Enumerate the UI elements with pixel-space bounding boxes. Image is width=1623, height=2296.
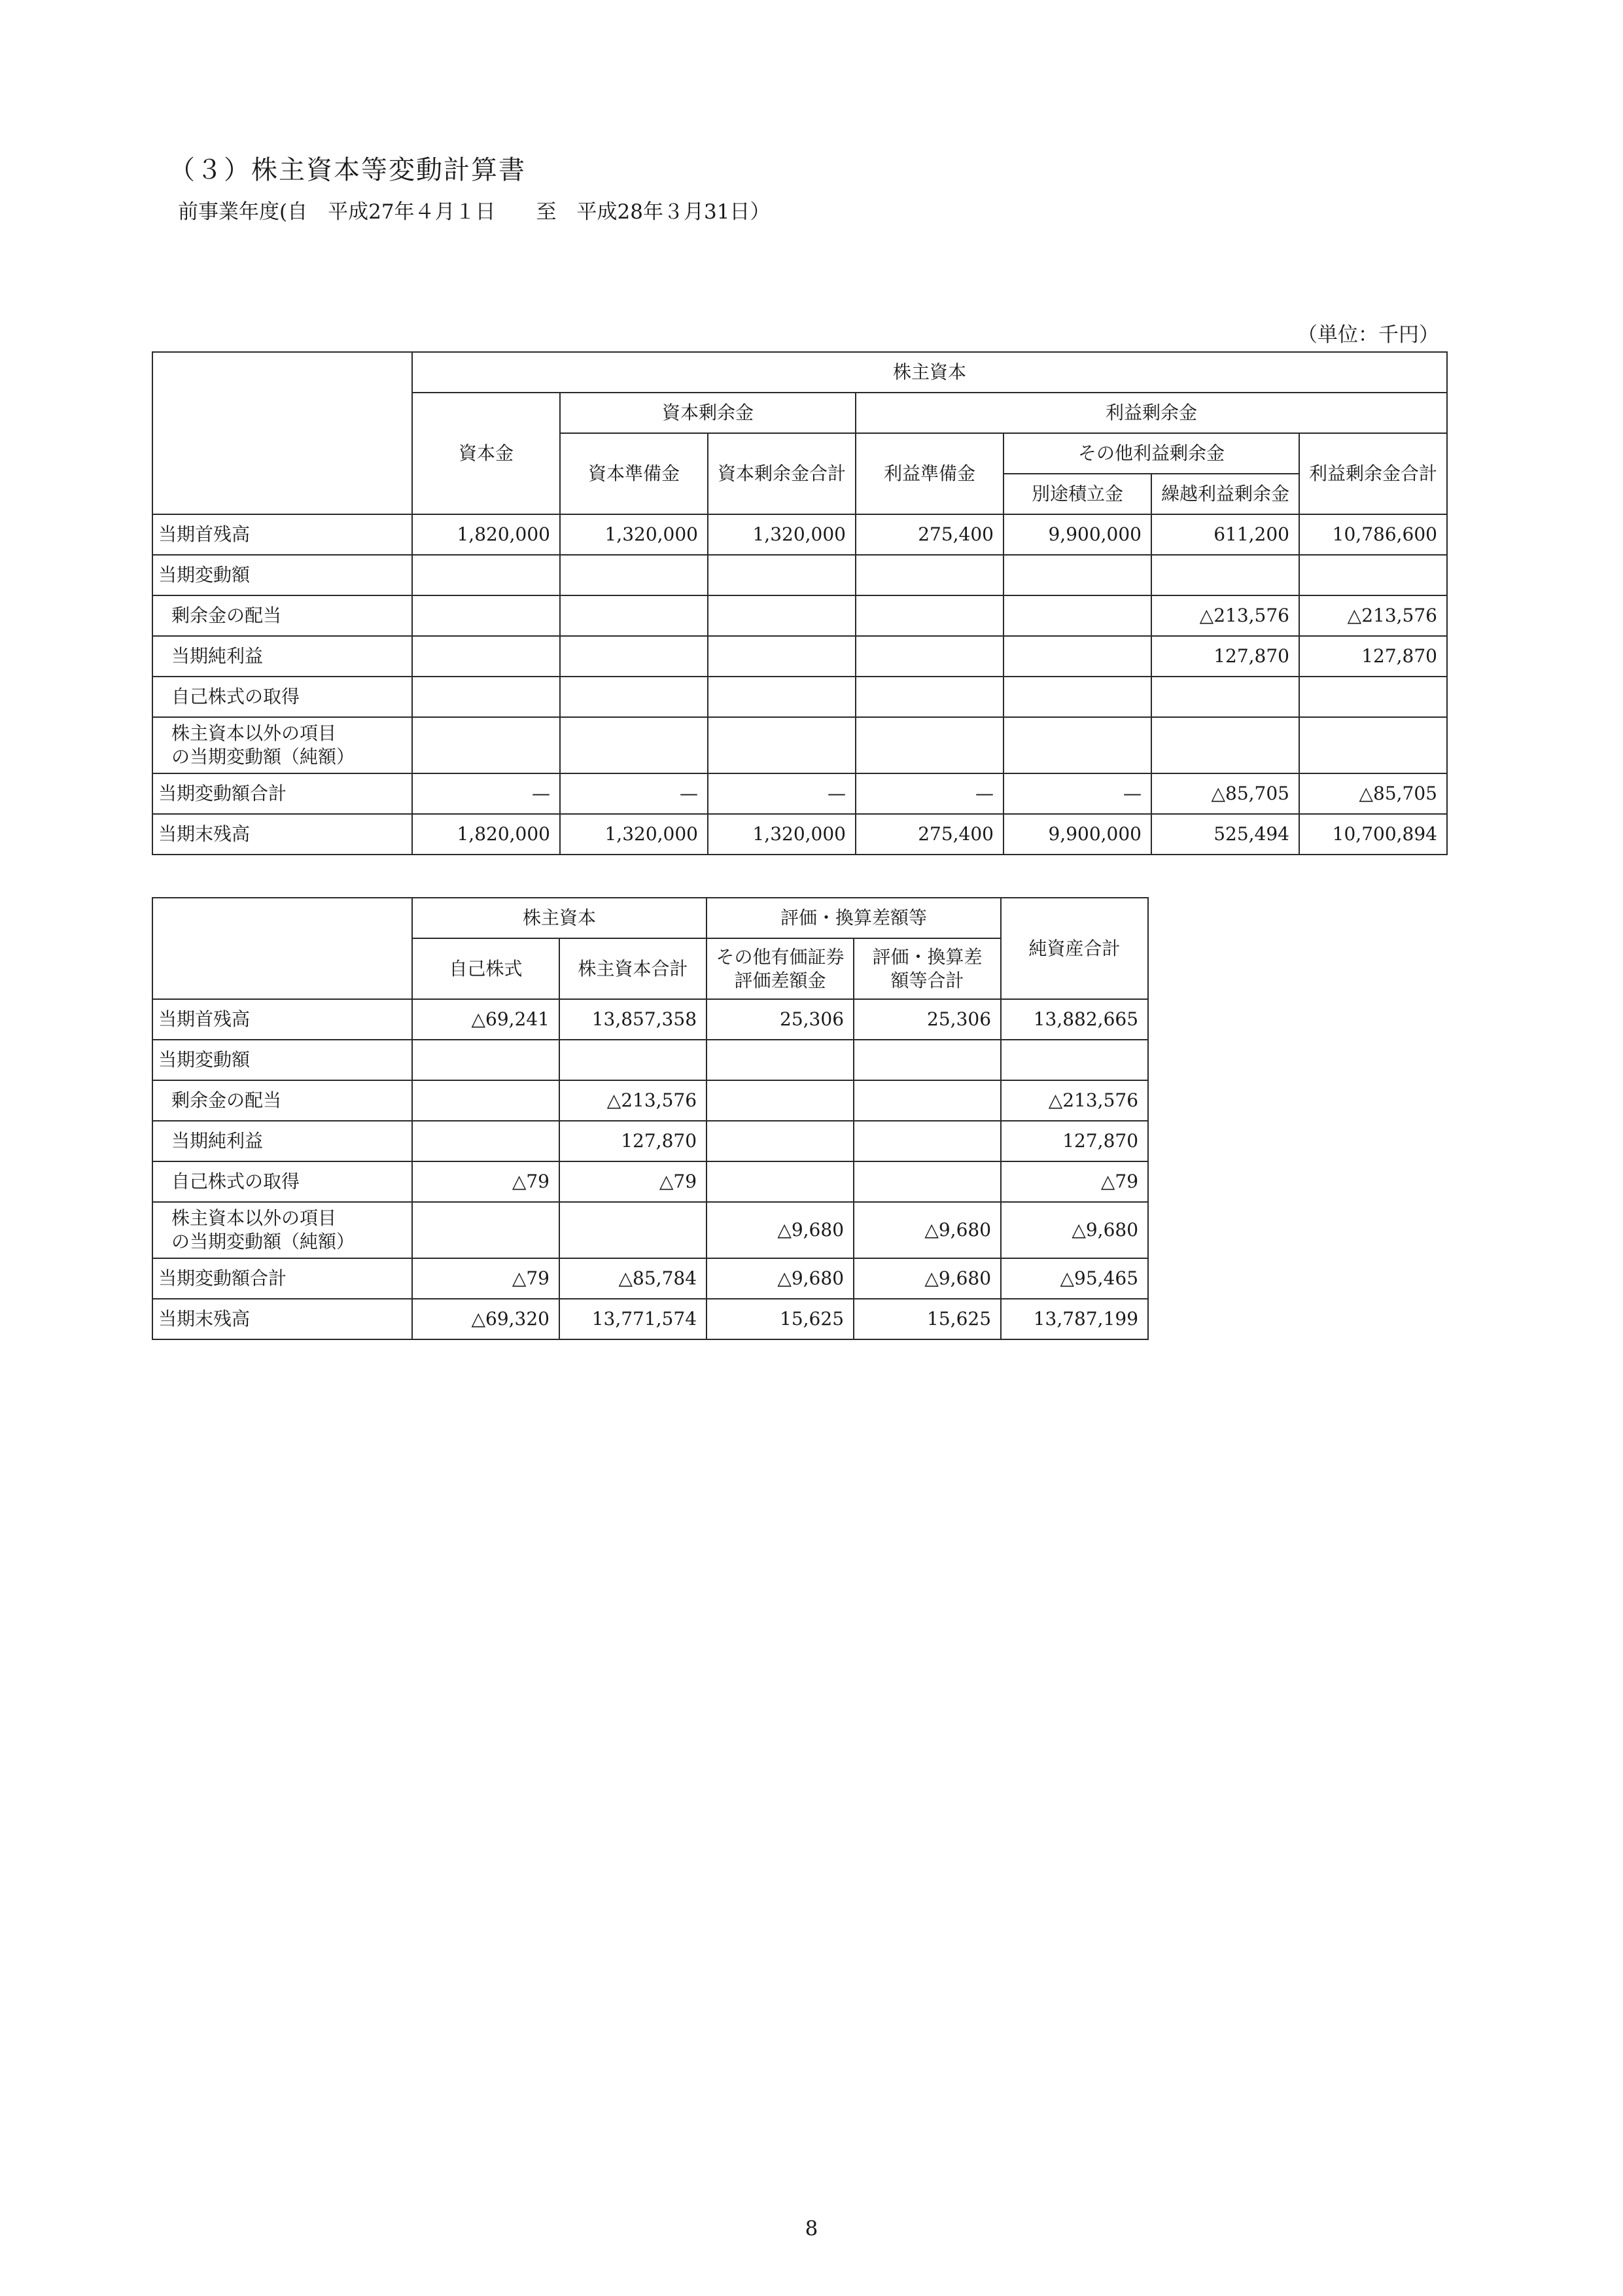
t1-header-total-retained-earnings: 利益剰余金合計	[1299, 433, 1447, 514]
row-label: 当期純利益	[152, 636, 412, 677]
value-cell: △9,680	[854, 1258, 1001, 1299]
value-cell: △95,465	[1001, 1258, 1148, 1299]
value-cell	[1151, 677, 1299, 717]
table2-header-corner	[152, 898, 412, 999]
row-label: 剰余金の配当	[152, 595, 412, 636]
table-row	[152, 717, 1447, 773]
value-cell: 10,700,894	[1299, 814, 1447, 855]
value-cell	[412, 1080, 559, 1121]
row-label: 株主資本以外の項目の当期変動額（純額）	[152, 717, 412, 773]
value-cell: 13,787,199	[1001, 1299, 1148, 1339]
row-label: 株主資本以外の項目の当期変動額（純額）	[152, 1202, 412, 1258]
equity-changes-table-1	[152, 351, 1448, 855]
table-row	[152, 595, 1447, 636]
value-cell	[854, 1040, 1001, 1080]
row-label: 自己株式の取得	[152, 1161, 412, 1202]
value-cell	[708, 636, 856, 677]
table-row	[152, 1080, 1148, 1121]
table-row	[152, 773, 1447, 814]
t2-header-treasury-stock: 自己株式	[412, 938, 559, 999]
value-cell: △213,576	[1299, 595, 1447, 636]
value-cell: △79	[559, 1161, 707, 1202]
value-cell: 275,400	[856, 514, 1003, 555]
row-label: 当期変動額	[152, 555, 412, 595]
table-row	[152, 1299, 1148, 1339]
value-cell: 1,320,000	[560, 514, 708, 555]
value-cell: △9,680	[1001, 1202, 1148, 1258]
unit-label: （単位：千円）	[1297, 323, 1439, 347]
value-cell: 275,400	[856, 814, 1003, 855]
t2-header-shareholders-equity: 株主資本	[412, 898, 707, 938]
value-cell	[856, 595, 1003, 636]
t1-header-shareholders-equity: 株主資本	[412, 352, 1447, 393]
value-cell	[412, 1202, 559, 1258]
value-cell	[1299, 555, 1447, 595]
row-label: 当期変動額合計	[152, 1258, 412, 1299]
value-cell	[707, 1080, 854, 1121]
value-cell: △79	[412, 1258, 559, 1299]
value-cell: 127,870	[1151, 636, 1299, 677]
row-label: 当期純利益	[152, 1121, 412, 1161]
value-cell: 127,870	[1001, 1121, 1148, 1161]
value-cell	[560, 555, 708, 595]
value-cell	[560, 717, 708, 773]
value-cell	[708, 677, 856, 717]
value-cell	[708, 595, 856, 636]
t1-header-capital-surplus: 資本剰余金	[560, 393, 856, 433]
value-cell: 9,900,000	[1003, 514, 1151, 555]
value-cell	[856, 636, 1003, 677]
t1-header-retained-earnings: 利益剰余金	[856, 393, 1447, 433]
value-cell: △79	[412, 1161, 559, 1202]
value-cell	[412, 555, 560, 595]
value-cell	[1003, 555, 1151, 595]
value-cell: △85,705	[1151, 773, 1299, 814]
value-cell	[1299, 717, 1447, 773]
value-cell: —	[708, 773, 856, 814]
value-cell	[1003, 595, 1151, 636]
t2-header-securities-valuation: その他有価証券評価差額金	[707, 938, 854, 999]
value-cell	[707, 1121, 854, 1161]
value-cell	[1003, 677, 1151, 717]
table-row	[152, 1161, 1148, 1202]
value-cell: —	[856, 773, 1003, 814]
row-label: 当期末残高	[152, 1299, 412, 1339]
value-cell: △9,680	[854, 1202, 1001, 1258]
value-cell: 127,870	[1299, 636, 1447, 677]
table-row	[152, 1121, 1148, 1161]
value-cell	[854, 1121, 1001, 1161]
table-row	[152, 1258, 1148, 1299]
t1-header-legal-capital-surplus: 資本準備金	[560, 433, 708, 514]
table-row	[152, 1202, 1148, 1258]
row-label: 当期末残高	[152, 814, 412, 855]
value-cell: —	[1003, 773, 1151, 814]
t1-header-general-reserve: 別途積立金	[1003, 474, 1151, 514]
row-label: 自己株式の取得	[152, 677, 412, 717]
value-cell	[559, 1202, 707, 1258]
value-cell: 9,900,000	[1003, 814, 1151, 855]
value-cell: 611,200	[1151, 514, 1299, 555]
t2-header-total-valuation: 評価・換算差額等合計	[854, 938, 1001, 999]
table-row	[152, 636, 1447, 677]
value-cell	[707, 1040, 854, 1080]
value-cell	[856, 555, 1003, 595]
value-cell	[1151, 555, 1299, 595]
value-cell	[412, 677, 560, 717]
value-cell: 13,857,358	[559, 999, 707, 1040]
value-cell	[412, 636, 560, 677]
value-cell: 25,306	[707, 999, 854, 1040]
t1-header-retained-earnings-brought-forward: 繰越利益剰余金	[1151, 474, 1299, 514]
table2-body	[152, 999, 1148, 1339]
value-cell: △9,680	[707, 1202, 854, 1258]
table-row	[152, 1040, 1148, 1080]
value-cell: △79	[1001, 1161, 1148, 1202]
value-cell: 1,320,000	[708, 514, 856, 555]
table-row	[152, 814, 1447, 855]
t1-header-other-retained-earnings: その他利益剰余金	[1003, 433, 1299, 474]
equity-changes-table-2	[152, 897, 1149, 1340]
row-label: 当期首残高	[152, 514, 412, 555]
value-cell: 525,494	[1151, 814, 1299, 855]
value-cell: 15,625	[854, 1299, 1001, 1339]
value-cell	[1151, 717, 1299, 773]
value-cell	[1001, 1040, 1148, 1080]
value-cell	[412, 717, 560, 773]
value-cell: —	[412, 773, 560, 814]
t2-header-valuation-adjustments: 評価・換算差額等	[707, 898, 1001, 938]
value-cell	[854, 1161, 1001, 1202]
table1-body	[152, 514, 1447, 855]
value-cell: 25,306	[854, 999, 1001, 1040]
value-cell: △69,320	[412, 1299, 559, 1339]
row-label: 剰余金の配当	[152, 1080, 412, 1121]
value-cell	[559, 1040, 707, 1080]
value-cell: —	[560, 773, 708, 814]
t1-header-capital-stock: 資本金	[412, 393, 560, 514]
value-cell	[854, 1080, 1001, 1121]
table-row	[152, 555, 1447, 595]
value-cell	[412, 595, 560, 636]
table-row	[152, 514, 1447, 555]
value-cell: 1,320,000	[560, 814, 708, 855]
value-cell	[412, 1121, 559, 1161]
value-cell: △213,576	[1001, 1080, 1148, 1121]
t2-header-total-net-assets: 純資産合計	[1001, 898, 1148, 999]
value-cell	[560, 595, 708, 636]
value-cell: 13,882,665	[1001, 999, 1148, 1040]
value-cell: 13,771,574	[559, 1299, 707, 1339]
fiscal-period: 前事業年度(自 平成27年４月１日 至 平成28年３月31日）	[178, 200, 771, 224]
t1-header-legal-retained-earnings: 利益準備金	[856, 433, 1003, 514]
value-cell: 127,870	[559, 1121, 707, 1161]
value-cell	[412, 1040, 559, 1080]
row-label: 当期変動額	[152, 1040, 412, 1080]
value-cell: △69,241	[412, 999, 559, 1040]
value-cell: 1,320,000	[708, 814, 856, 855]
value-cell: △213,576	[559, 1080, 707, 1121]
statement-heading: （３）株主資本等変動計算書	[169, 155, 526, 185]
value-cell	[856, 677, 1003, 717]
value-cell	[560, 636, 708, 677]
value-cell: △85,784	[559, 1258, 707, 1299]
value-cell	[560, 677, 708, 717]
row-label: 当期変動額合計	[152, 773, 412, 814]
table1-header-corner	[152, 352, 412, 514]
value-cell: 10,786,600	[1299, 514, 1447, 555]
table-row	[152, 999, 1148, 1040]
value-cell	[708, 717, 856, 773]
row-label: 当期首残高	[152, 999, 412, 1040]
value-cell	[856, 717, 1003, 773]
value-cell: △213,576	[1151, 595, 1299, 636]
value-cell	[708, 555, 856, 595]
value-cell	[1299, 677, 1447, 717]
value-cell	[1003, 717, 1151, 773]
value-cell: 15,625	[707, 1299, 854, 1339]
page-number: 8	[805, 2217, 818, 2240]
value-cell	[1003, 636, 1151, 677]
t1-header-total-capital-surplus: 資本剰余金合計	[708, 433, 856, 514]
value-cell: 1,820,000	[412, 514, 560, 555]
table-row	[152, 677, 1447, 717]
value-cell	[707, 1161, 854, 1202]
value-cell: △9,680	[707, 1258, 854, 1299]
t2-header-total-shareholders-equity: 株主資本合計	[559, 938, 707, 999]
value-cell: 1,820,000	[412, 814, 560, 855]
value-cell: △85,705	[1299, 773, 1447, 814]
